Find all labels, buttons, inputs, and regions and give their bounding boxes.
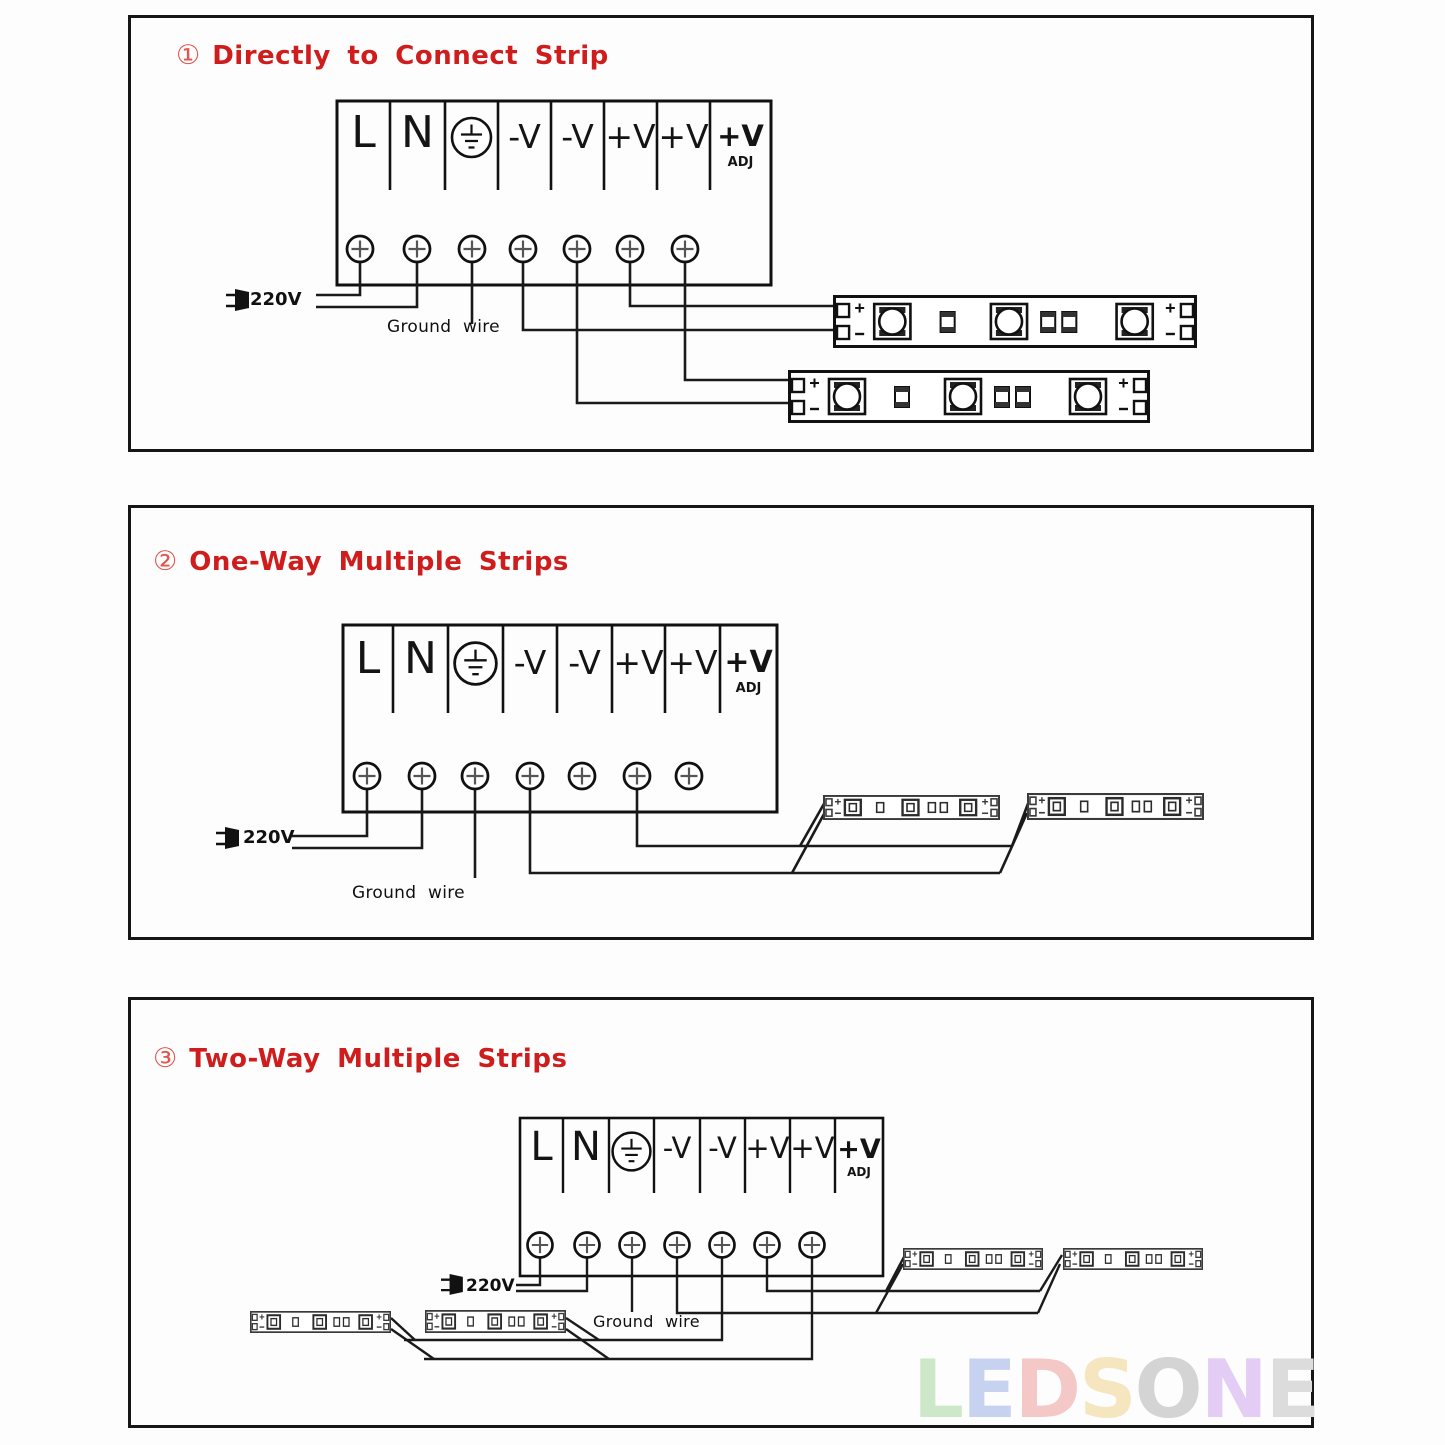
- terminal-label-plus-v-adj: +V: [717, 119, 764, 153]
- section-title-text: Two-Way Multiple Strips: [189, 1044, 568, 1074]
- wire-plus-v: [424, 1257, 812, 1359]
- terminal-label-plus-v-adj: +V: [837, 1134, 881, 1165]
- wire-tap: [800, 802, 825, 846]
- ground-icon: [452, 118, 491, 157]
- wire-minus-v: [577, 262, 788, 403]
- screw-terminal: [354, 763, 380, 789]
- section-title-text: Directly to Connect Strip: [212, 41, 609, 71]
- ground-wire-label: Ground wire: [387, 317, 500, 337]
- screw-terminals-panel-3: [528, 1233, 825, 1258]
- screw-terminals-panel-1: [347, 236, 698, 262]
- adj-label: ADJ: [727, 155, 754, 170]
- section-number: ①: [176, 40, 201, 71]
- led-strip: [790, 372, 1149, 422]
- watermark-letter: L: [913, 1343, 962, 1436]
- led-strip: [835, 297, 1196, 347]
- watermark-letter: E: [1265, 1343, 1319, 1436]
- screw-terminal: [404, 236, 430, 262]
- terminal-label-n: N: [401, 107, 434, 158]
- terminal-label-plus-v-1: +V: [605, 117, 656, 156]
- led-strip: [426, 1311, 565, 1332]
- screw-terminal: [800, 1233, 825, 1258]
- wire-plus-v: [685, 262, 788, 380]
- watermark-letter: S: [1079, 1343, 1135, 1436]
- terminal-label-l: L: [351, 107, 376, 158]
- screw-terminal: [624, 763, 650, 789]
- screw-terminal: [517, 763, 543, 789]
- ground-icon: [613, 1133, 651, 1171]
- screw-terminal: [617, 236, 643, 262]
- adj-label: ADJ: [847, 1165, 871, 1179]
- terminal-label-l: L: [530, 1124, 553, 1170]
- wire-tap: [1012, 801, 1029, 846]
- led-strip: [1028, 794, 1203, 819]
- wire-tap: [391, 1329, 434, 1359]
- wire-neutral: [292, 789, 422, 848]
- terminal-label-n: N: [404, 633, 437, 684]
- screw-terminal: [510, 236, 536, 262]
- screw-terminal: [755, 1233, 780, 1258]
- wire-tap: [876, 1264, 903, 1313]
- section-title-1: [176, 40, 609, 71]
- terminal-label-minus-v-2: -V: [561, 117, 594, 156]
- ground-wire-label: Ground wire: [352, 883, 465, 903]
- wire-tap: [886, 1255, 905, 1291]
- screw-terminal: [459, 236, 485, 262]
- led-strip: [904, 1249, 1042, 1269]
- wires-panel-3: [391, 1255, 1062, 1359]
- section-title-3: [153, 1043, 567, 1074]
- terminal-label-plus-v-1: +V: [745, 1131, 790, 1165]
- wire-minus-v: [523, 262, 833, 330]
- voltage-220v-label: 220V: [466, 1276, 515, 1296]
- watermark-letter: O: [1134, 1343, 1201, 1436]
- screw-terminal: [672, 236, 698, 262]
- screw-terminal: [564, 236, 590, 262]
- watermark-letter: E: [961, 1343, 1015, 1436]
- section-title-2: [153, 546, 569, 577]
- led-strip: [1064, 1249, 1202, 1269]
- terminal-label-n: N: [571, 1124, 601, 1170]
- plug-icon: [226, 289, 249, 311]
- voltage-220v-label: 220V: [250, 289, 302, 310]
- screw-terminal: [676, 763, 702, 789]
- screw-terminal: [569, 763, 595, 789]
- terminal-label-plus-v-2: +V: [658, 117, 709, 156]
- screw-terminal: [528, 1233, 553, 1258]
- wire-tap: [792, 814, 824, 873]
- screw-terminal: [575, 1233, 600, 1258]
- section-number: ②: [153, 546, 178, 577]
- voltage-220v-label: 220V: [243, 827, 295, 848]
- screw-terminal: [620, 1233, 645, 1258]
- terminal-label-l: L: [355, 633, 381, 684]
- watermark-letter: D: [1014, 1343, 1080, 1436]
- terminal-label-minus-v-2: -V: [568, 643, 601, 682]
- screw-terminal: [665, 1233, 690, 1258]
- terminal-label-plus-v-2: +V: [667, 643, 718, 682]
- terminal-label-minus-v-2: -V: [708, 1131, 737, 1165]
- terminal-label-plus-v-adj: +V: [724, 645, 773, 680]
- watermark-letter: N: [1200, 1343, 1266, 1436]
- led-strip: [824, 796, 999, 819]
- screw-terminals-panel-2: [354, 763, 702, 789]
- terminal-label-minus-v-1: -V: [508, 117, 541, 156]
- terminal-label-plus-v-2: +V: [790, 1131, 835, 1165]
- ground-icon: [455, 643, 497, 685]
- ground-wire-label: Ground wire: [593, 1312, 700, 1331]
- plug-icon: [216, 827, 239, 849]
- terminal-label-minus-v-1: -V: [662, 1131, 692, 1165]
- plug-icon: [441, 1274, 463, 1295]
- screw-terminal: [409, 763, 435, 789]
- terminal-label-minus-v-1: -V: [513, 643, 547, 682]
- screw-terminal: [710, 1233, 735, 1258]
- terminal-label-plus-v-1: +V: [613, 643, 664, 682]
- screw-terminal: [462, 763, 488, 789]
- screw-terminal: [347, 236, 373, 262]
- section-number: ③: [153, 1043, 178, 1074]
- section-title-text: One-Way Multiple Strips: [189, 547, 569, 577]
- adj-label: ADJ: [735, 681, 762, 696]
- led-strip: [251, 1312, 390, 1332]
